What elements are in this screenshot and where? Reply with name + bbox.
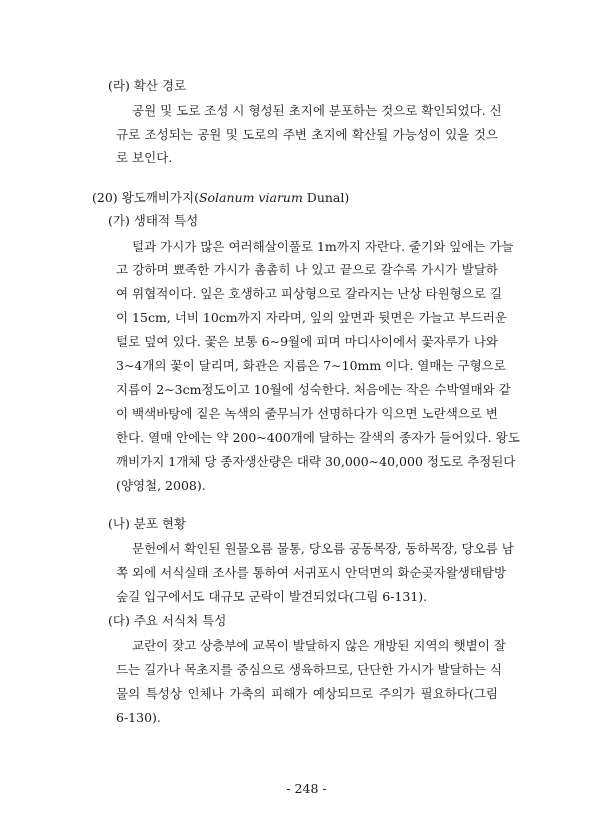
- paragraph-line: 쪽 외에 서식실태 조사를 통하여 서귀포시 안덕면의 화순곶자왈생태탐방: [116, 565, 507, 580]
- heading-habitat-traits: (다) 주요 서식처 특성: [108, 613, 227, 628]
- paragraph-line: 드는 길가나 목초지를 중심으로 생육하므로, 단단한 가시가 발달하는 식: [116, 662, 502, 677]
- paragraph-line: 문헌에서 확인된 원물오름 물통, 당오름 공동목장, 동하목장, 당오름 남: [132, 541, 514, 556]
- heading-spread-route: (라) 확산 경로: [108, 78, 187, 93]
- paragraph-line: (양영철, 2008).: [116, 478, 206, 493]
- paragraph-line: 이 백색바탕에 짙은 녹색의 줄무늬가 선명하다가 익으면 노란색으로 변: [116, 406, 498, 421]
- paragraph-line: 물의 특성상 인체나 가축의 피해가 예상되므로 주의가 필요하다(그림: [116, 686, 498, 701]
- paragraph-line: 공원 및 도로 조성 시 형성된 초지에 분포하는 것으로 확인되었다. 신: [132, 103, 502, 118]
- species-heading: [92, 190, 349, 206]
- paragraph-line: 여 위협적이다. 잎은 호생하고 피상형으로 갈라지는 난상 타원형으로 길: [116, 286, 502, 301]
- paragraph-line: 털로 덮여 있다. 꽃은 보통 6∼9월에 피며 마디사이에서 꽃자루가 나와: [116, 334, 498, 349]
- page-number: - 248 -: [286, 781, 327, 796]
- paragraph-line: 로 보인다.: [116, 150, 173, 165]
- paragraph-line: 규로 조성되는 공원 및 도로의 주변 초지에 확산될 가능성이 있을 것으: [116, 127, 498, 142]
- paragraph-line: 숲길 입구에서도 대규모 군락이 발견되었다(그림 6-131).: [116, 589, 428, 604]
- species-number-korean-name: (20) 왕도깨비가지(: [92, 190, 199, 205]
- paragraph-line: 깨비가지 1개체 당 종자생산량은 대략 30,000∼40,000 정도로 추정된다: [116, 454, 516, 469]
- paragraph-line: 고 강하며 뾰족한 가시가 촘촘히 나 있고 끝으로 갈수록 가시가 발달하: [116, 262, 498, 277]
- paragraph-line: 3∼4개의 꽃이 달리며, 화관은 지름은 7∼10mm 이다. 열매는 구형으로: [116, 358, 506, 373]
- species-latin-name: Solanum viarum: [198, 190, 303, 205]
- paragraph-line: 이 15cm, 너비 10cm까지 자라며, 잎의 앞면과 뒷면은 가늘고 부드러운: [116, 310, 507, 325]
- heading-ecological-traits: (가) 생태적 특성: [108, 213, 199, 228]
- paragraph-line: 한다. 열매 안에는 약 200~400개에 달하는 갈색의 종자가 들어있다. 왕도: [116, 430, 520, 445]
- heading-distribution: (나) 분포 현황: [108, 516, 187, 531]
- paragraph-line: 교란이 잦고 상층부에 교목이 발달하지 않은 개방된 지역의 햇볕이 잘: [132, 638, 506, 653]
- paragraph-line: 털과 가시가 많은 여러해살이풀로 1m까지 자란다. 줄기와 잎에는 가늘: [132, 239, 514, 254]
- species-author: Dunal): [302, 190, 350, 205]
- paragraph-line: 지름이 2∼3cm정도이고 10월에 성숙한다. 처음에는 작은 수박열매와 같: [116, 382, 511, 397]
- paragraph-line: 6-130).: [116, 710, 161, 725]
